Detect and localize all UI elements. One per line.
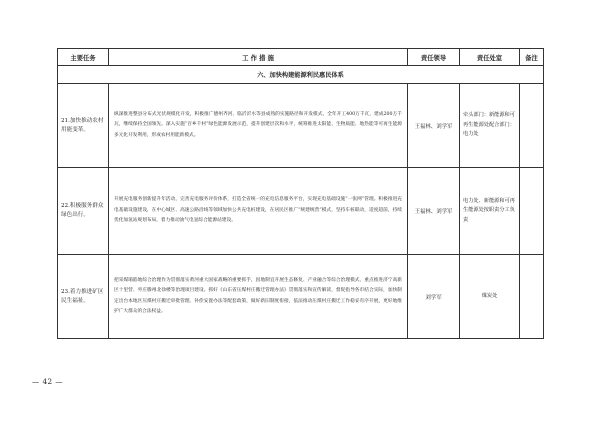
dept-cell: 电力处、新能源和可再生能源处按职责分工负责 <box>460 168 520 255</box>
header-row <box>58 49 544 66</box>
header-leader: 责任领导 <box>408 49 460 66</box>
task-cell: 21.加快推动农村用能变革。 <box>58 84 109 168</box>
header-measures: 工 作 措 施 <box>109 49 408 66</box>
dept-cell: 煤炭处 <box>460 255 520 339</box>
section-title: 六、加快构建能源利民惠民体系 <box>58 66 544 84</box>
note-cell <box>520 255 544 339</box>
leader-cell: 刘学军 <box>408 255 460 339</box>
measures-cell: 把采煤塌陷地综合治理作为贯彻落实黄河重大国家战略的重要抓手，因地制宜开展生态修复、产业融合等综合治理模式，重点推进济宁高新区十里营、枣庄滕州北徐楼等治理项目建设。抓好《山东省压煤村庄搬迁管理办法》贯彻落实和宣传解读，督促指导各市结合实际，加快制定出台本地区压煤村庄搬迁审批管理、补偿安置办法等配套政策，做好新旧制度衔接，依法推动压煤村庄搬迁工作稳妥有序开展，更好地维护广大群众的合法权益。 <box>109 255 408 339</box>
measures-cell: 纵深推进整县分布式光伏规模化开发，积极推广德州齐河、临沂沂水等县成熟的实施路径和开发模式，全年开工400万千瓦，建成200万千瓦，继续保持全国领先。深入实施“百乡千村”绿色能源发展示范，提升创建层次和水平，统筹推进太阳能、生物质能、地热能等可再生能源多元化开发利用，形成农村用能新模式。 <box>109 84 408 168</box>
note-cell <box>520 168 544 255</box>
measures-cell: 开展充电服务创新提升年活动，完善充电服务评价体系，打造全省统一的充电信息服务平台，实现充电基础设施“一张网”管理。积极推进充电基础设施建设，在中心城区、高速公路沿线等领域加快公共充电桩建设，在居民区推广“统建统营”模式，坚持车桩联动，适度超前，持续优化加氢站规划布局，着力推动油气电氢综合能源站建设。 <box>109 168 408 255</box>
header-dept: 责任处室 <box>460 49 520 66</box>
page-number: — 42 — <box>32 377 64 386</box>
table-row <box>58 168 544 255</box>
header-note: 备注 <box>520 49 544 66</box>
header-task: 主要任务 <box>58 49 109 66</box>
dept-cell: 牵头部门：新能源和可再生能源处配合部门：电力处 <box>460 84 520 168</box>
section-row <box>58 66 544 84</box>
leader-cell: 王福林、刘学军 <box>408 84 460 168</box>
note-cell <box>520 84 544 168</box>
task-cell: 22.积极服务群众绿色出行。 <box>58 168 109 255</box>
table-row <box>58 255 544 339</box>
measures-table <box>57 48 544 339</box>
table-row <box>58 84 544 168</box>
task-cell: 23.着力推进矿区民生福祉。 <box>58 255 109 339</box>
leader-cell: 王福林、刘学军 <box>408 168 460 255</box>
